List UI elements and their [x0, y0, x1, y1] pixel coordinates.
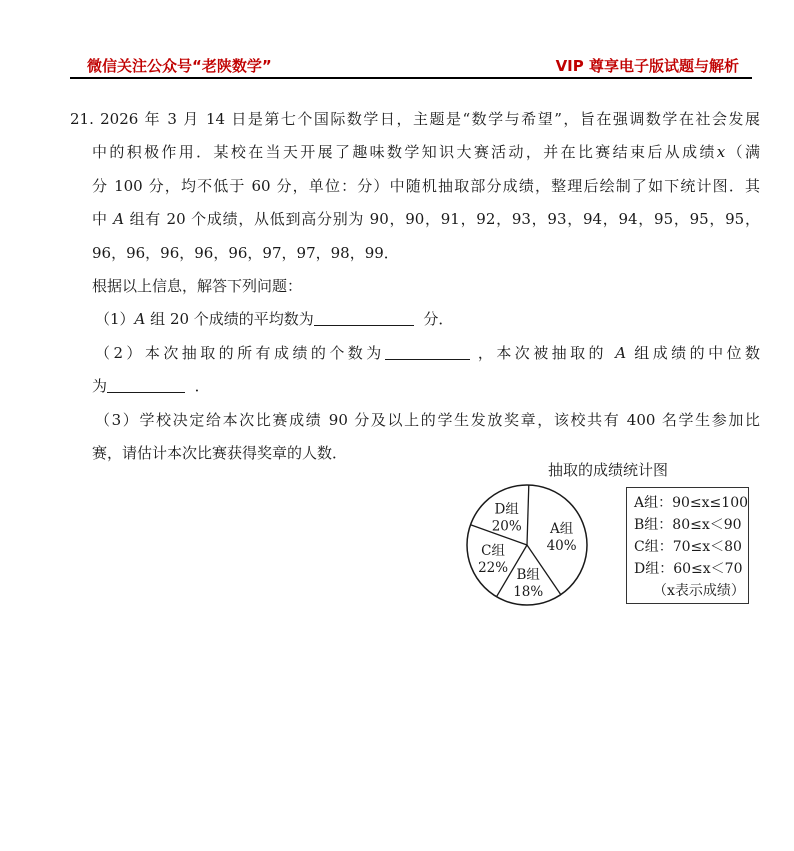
stem-line-1: 21. 2026 年 3 月 14 日是第七个国际数学日，主题是“数学与希望”，旨在强调数学在社会发展 — [70, 110, 760, 128]
legend-item-b: B组：80≤x＜90 — [634, 517, 742, 533]
stem-line-3: 分 100 分，均不低于 60 分，单位：分）中随机抽取部分成绩，整理后绘制了如下统计图．其 — [92, 176, 760, 195]
legend-note: （x表示成绩） — [653, 583, 745, 599]
pie-value-a: 40% — [546, 537, 577, 554]
stem-line-4: 中 A 组有 20 个成绩，从低到高分别为 90，90，91，92，93，93，94，94，95，95，95， — [92, 210, 760, 229]
header-divider — [70, 77, 752, 79]
stem-line-5: 96，96，96，96，96，97，97，98，99． — [92, 243, 399, 262]
answer-blank-2[interactable] — [385, 341, 470, 360]
legend-item-d: D组：60≤x＜70 — [634, 561, 743, 577]
question-3-cont: 赛，请估计本次比赛获得奖章的人数． — [92, 444, 348, 463]
chart-title: 抽取的成绩统计图 — [548, 461, 669, 479]
question-2-cont: 为 ． — [70, 370, 760, 403]
variable-x: x — [716, 143, 726, 162]
prompt: 根据以上信息，解答下列问题： — [92, 277, 303, 296]
stem-line-2: 中的积极作用．某校在当天开展了趣味数学知识大赛活动，并在比赛结束后从成绩x（满 — [92, 143, 760, 162]
question-2: （2）本次抽取的所有成绩的个数为 ，本次被抽取的 A 组成绩的中位数 — [70, 337, 760, 370]
pie-label-a: A组 — [549, 520, 574, 537]
legend-item-a: A组：90≤x≤100 — [634, 495, 749, 511]
pie-value-c: 22% — [478, 560, 509, 577]
answer-blank-1[interactable] — [314, 307, 414, 326]
pie-value-d: 20% — [491, 518, 522, 535]
pie-label-b: B组 — [516, 567, 540, 583]
question-3: （3）学校决定给本次比赛成绩 90 分及以上的学生发放奖章，该校共有 400 名学生参加比 — [95, 410, 760, 429]
header-wechat-note: 微信关注公众号“老陕数学” — [87, 57, 272, 75]
question-1: （1）A 组 20 个成绩的平均数为 分． — [70, 303, 760, 336]
pie-slice-boundary-a — [527, 485, 529, 545]
pie-value-b: 18% — [513, 584, 544, 600]
header-vip-note: VIP 尊享电子版试题与解析 — [555, 57, 739, 75]
answer-blank-3[interactable] — [107, 374, 185, 393]
pie-label-d: D组 — [494, 501, 519, 518]
problem-21 — [70, 103, 760, 470]
legend-item-c: C组：70≤x＜80 — [634, 539, 742, 555]
variable-A: A — [113, 210, 125, 229]
problem-number: 21. — [70, 110, 94, 128]
pie-chart — [465, 484, 595, 614]
pie-label-c: C组 — [481, 543, 506, 560]
chart-legend — [626, 487, 749, 604]
